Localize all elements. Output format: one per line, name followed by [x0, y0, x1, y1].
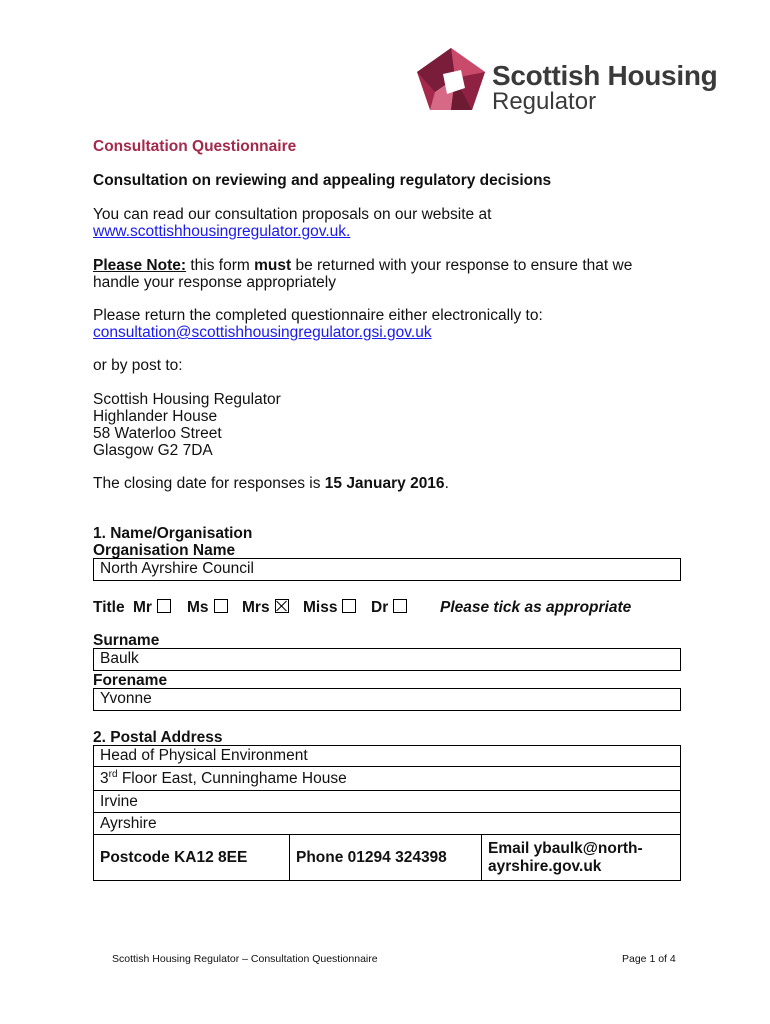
- pentagon-logo-icon: [417, 48, 485, 110]
- postcode-field[interactable]: Postcode KA12 8EE: [94, 835, 290, 881]
- org-name-field[interactable]: North Ayrshire Council: [93, 558, 681, 581]
- logo-text-line1: Scottish Housing: [492, 60, 718, 91]
- note-label: Please Note:: [93, 257, 187, 274]
- address-field-line4[interactable]: Ayrshire: [94, 813, 681, 835]
- title-option-miss[interactable]: Miss: [303, 599, 356, 616]
- title-row: [93, 599, 125, 616]
- address-line: Glasgow G2 7DA: [93, 442, 213, 459]
- intro-text: You can read our consultation proposals on our website at: [93, 206, 492, 223]
- checkbox-mrs-checked[interactable]: [275, 599, 289, 613]
- page-number: Page 1 of 4: [622, 953, 676, 965]
- forename-label: Forename: [93, 672, 168, 689]
- phone-field[interactable]: Phone 01294 324398: [290, 835, 482, 881]
- note-line1: Please Note: this form must be returned with your response to ensure that we: [93, 257, 633, 274]
- address-line: 58 Waterloo Street: [93, 425, 222, 442]
- postal-address-table: [93, 745, 681, 881]
- footer-text: Scottish Housing Regulator – Consultation Questionnaire: [112, 953, 378, 965]
- post-intro: or by post to:: [93, 357, 183, 374]
- forename-field[interactable]: Yvonne: [93, 688, 681, 711]
- surname-field[interactable]: Baulk: [93, 648, 681, 671]
- website-link[interactable]: www.scottishhousingregulator.gov.uk.: [93, 223, 351, 240]
- title-option-ms[interactable]: Ms: [187, 599, 228, 616]
- closing-date: 15 January 2016: [324, 475, 445, 492]
- address-field-line1[interactable]: Head of Physical Environment: [94, 746, 681, 767]
- title-option-mrs[interactable]: Mrs: [242, 599, 289, 616]
- tick-note: Please tick as appropriate: [440, 599, 632, 616]
- note-line2: handle your response appropriately: [93, 274, 336, 291]
- email-field[interactable]: Email ybaulk@north- ayrshire.gov.uk: [482, 835, 681, 881]
- closing-date-text: The closing date for responses is 15 January 2016.: [93, 475, 449, 492]
- title-option-mr[interactable]: Mr: [133, 599, 171, 616]
- return-text: Please return the completed questionnaire either electronically to:: [93, 307, 543, 324]
- page-subheading: Consultation on reviewing and appealing regulatory decisions: [93, 172, 552, 189]
- logo-text-line2: Regulator: [492, 88, 597, 115]
- org-name-label: Organisation Name: [93, 542, 236, 559]
- address-line: Scottish Housing Regulator: [93, 391, 281, 408]
- section1-title: 1. Name/Organisation: [93, 525, 253, 542]
- checkbox-miss[interactable]: [342, 599, 356, 613]
- address-field-line3[interactable]: Irvine: [94, 791, 681, 813]
- checkbox-dr[interactable]: [393, 599, 407, 613]
- title-label: Title: [93, 599, 125, 616]
- checkbox-ms[interactable]: [214, 599, 228, 613]
- page-heading: Consultation Questionnaire: [93, 138, 297, 155]
- section2-title: 2. Postal Address: [93, 729, 223, 746]
- address-field-line2[interactable]: 3rd Floor East, Cunninghame House: [94, 767, 681, 791]
- title-option-dr[interactable]: Dr: [371, 599, 407, 616]
- address-line: Highlander House: [93, 408, 218, 425]
- checkbox-mr[interactable]: [157, 599, 171, 613]
- email-link[interactable]: consultation@scottishhousingregulator.gsi.gov.uk: [93, 324, 432, 341]
- surname-label: Surname: [93, 632, 160, 649]
